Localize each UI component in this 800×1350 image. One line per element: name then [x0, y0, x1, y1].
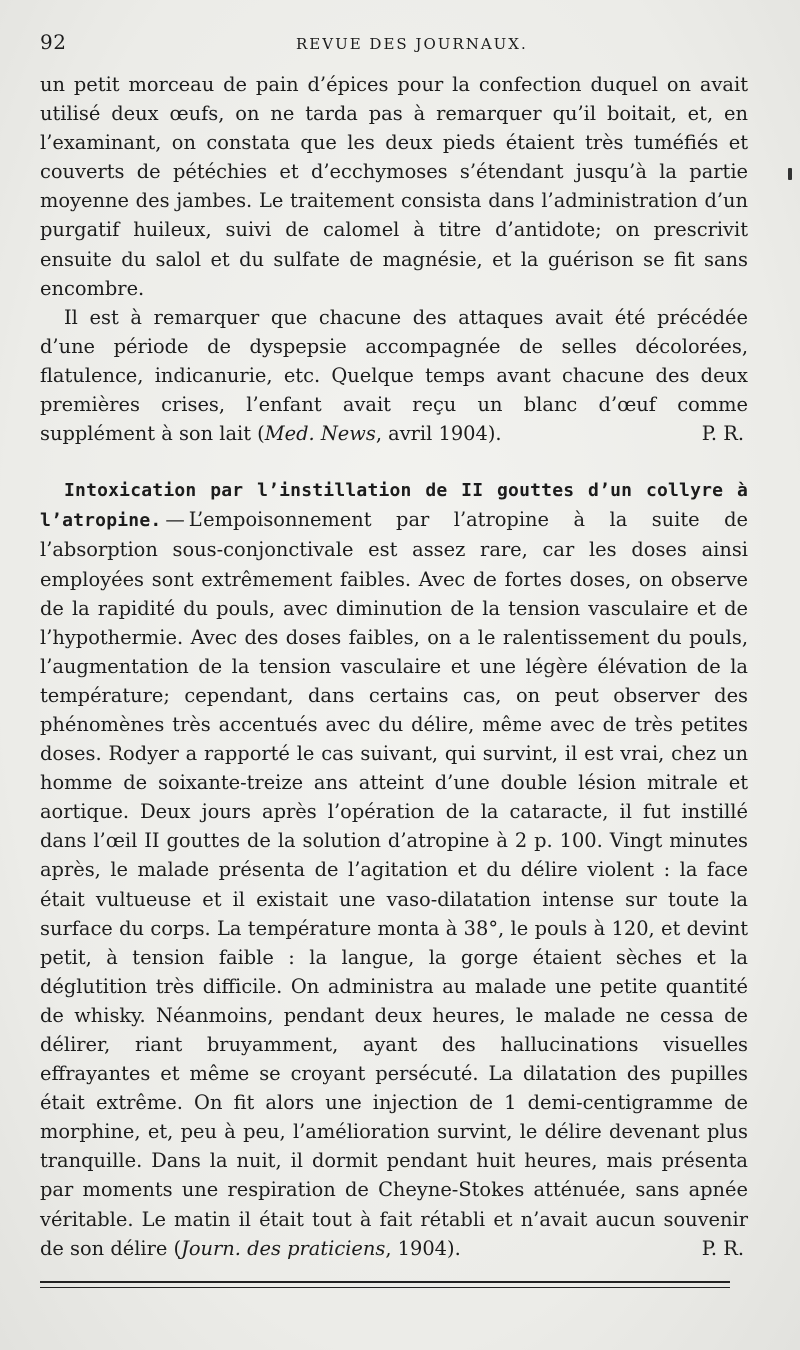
article2-title: Intoxication par l’instillation de II gouttes d’un collyre à l’atropine.: [40, 480, 748, 532]
page-number: 92: [40, 30, 67, 54]
article1-paragraph1: un petit morceau de pain d’épices pour la confection duquel on avait utilisé deux œufs, on ne tarda pas à remarquer qu’il boitait, et, en l’examinant, on constata que les deux pieds étaient très tuméfiés et couverts de pétéchies et d’ecchymoses s’étendant jusqu’à la partie moyenne des jambes. Le traitement consista dans l’administration d’un purgatif huileux, suivi de calomel à titre d’antidote; on prescrivit ensuite du salol et du sulfate de magnésie, et la guérison se fit sans encombre.: [40, 73, 748, 300]
article2-citation-journal: Journ. des praticiens: [181, 1236, 386, 1260]
article1-citation-journal: Med. News: [264, 422, 376, 446]
rule-thin: [40, 1287, 730, 1288]
margin-mark: [788, 168, 792, 180]
article1-signature: P. R.: [701, 422, 744, 446]
running-title: REVUE DES JOURNAUX.: [296, 35, 528, 53]
article2-paragraph: Intoxication par l’instillation de II gouttes d’un collyre à l’atropine. — L’empoisonnement par l’atropine à la suite de l’absorption sous-conjonctivale est assez rare, car les doses ainsi employées sont extrêmement faibles. Avec de fortes doses, on observe de la rapidité du pouls, avec diminution de la tension vasculaire et de l’hypothermie. Avec des doses faibles, on a le ralentissement du pouls, l’augmentation de la tension vasculaire et une légère élévation de la température; cependant, dans certains cas, on peut observer des phénomènes très accentués avec du délire, même avec de très petites doses. Rodyer a rapporté le cas suivant, qui survint, il est vrai, chez un homme de soixante-treize ans atteint d’une double lésion mitrale et aortique. Deux jours après l’opération de la cataracte, il fut instillé dans l’œil II gouttes de la solution d’atropine à 2 p. 100. Vingt minutes après, le malade présenta de l’agitation et du délire violent : la face était vultueuse et il existait une vaso-dilatation intense sur toute la surface du corps. La température monta à 38°, le pouls à 120, et devint petit, à tension faible : la langue, la gorge étaient sèches et la déglutition très difficile. On administra au malade une petite quantité de whisky. Néanmoins, pendant deux heures, le malade ne cessa de délirer, riant bruyamment, ayant des hallucinations visuelles effrayantes et même se croyant persécuté. La dilatation des pupilles était extrême. On fit alors une injection de 1 demi-centigramme de morphine, et, peu à peu, l’amélioration survint, le délire devenant plus tranquille. Dans la nuit, il dormit pendant huit heures, mais présenta par moments une respiration de Cheyne-Stokes atténuée, sans apnée véritable. Le matin il était tout à fait rétabli et n’avait aucun souvenir de son délire (Journ. des praticiens, 1904). P. R.: [40, 475, 748, 1263]
title-dash: —: [165, 508, 185, 532]
article-body: [40, 70, 748, 1263]
article1-citation-date: , avril 1904).: [375, 422, 502, 446]
page-header: [40, 30, 748, 64]
article1-paragraph2: Il est à remarquer que chacune des attaques avait été précédée d’une période de dyspepsie accompagnée de selles décolorées, flatulence, indicanurie, etc. Quelque temps avant chacune des deux premières crises, l’enfant avait reçu un blanc d’œuf comme supplément à son lait (Med. News, avril 1904). P. R.: [40, 303, 748, 448]
rule-thick: [40, 1281, 730, 1283]
article2-signature: P. R.: [701, 1236, 744, 1260]
article2-citation-date: , 1904).: [385, 1236, 461, 1260]
section-gap: [40, 448, 748, 475]
end-rule: [40, 1281, 730, 1288]
